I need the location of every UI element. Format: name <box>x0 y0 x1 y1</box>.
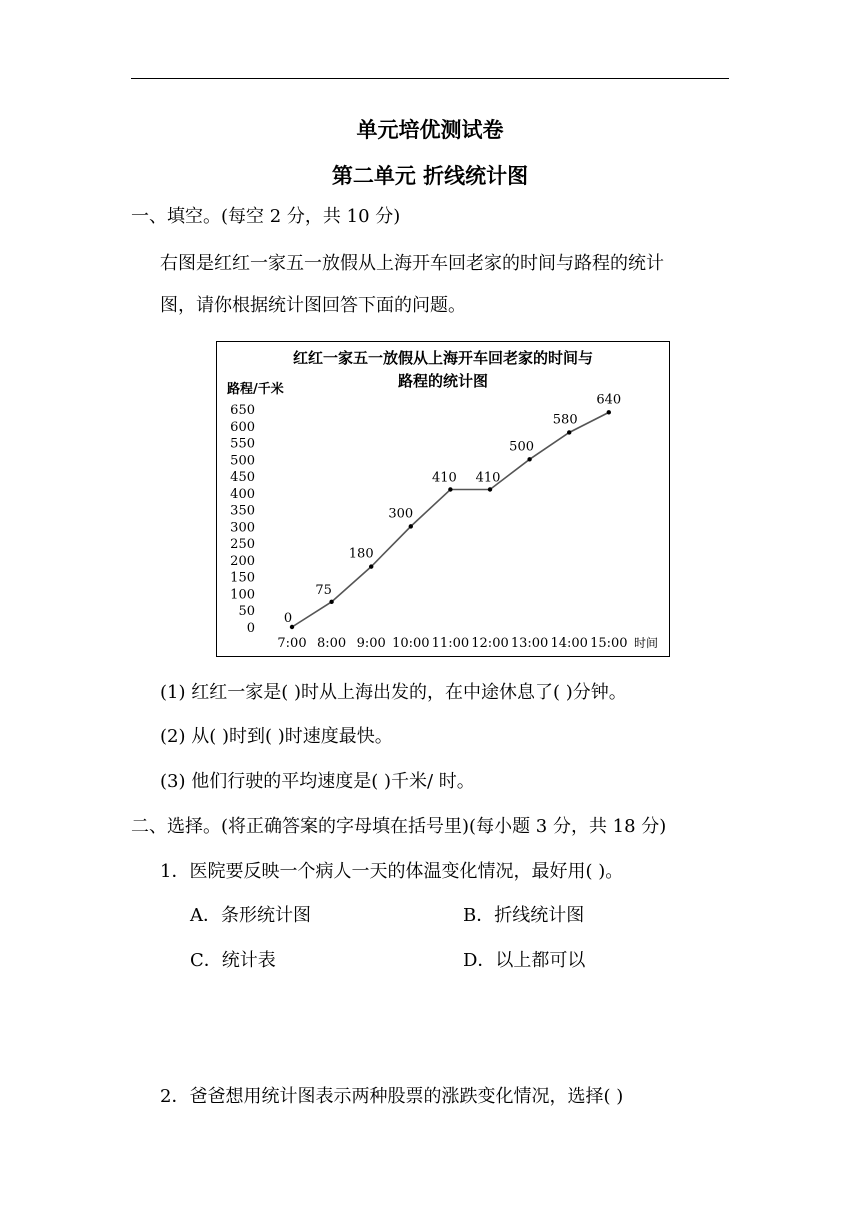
section1-intro-line2: 图，请你根据统计图回答下面的问题。 <box>160 295 466 316</box>
data-label: 410 <box>475 470 501 486</box>
x-tick-label: 8:00 <box>316 636 347 651</box>
data-point <box>488 487 492 491</box>
chart-title-line1: 红红一家五一放假从上海开车回老家的时间与 <box>292 349 594 367</box>
question-1-2: (2) 从( )时到( )时速度最快。 <box>160 726 393 747</box>
data-label: 500 <box>509 439 535 455</box>
y-tick-label: 450 <box>230 470 255 486</box>
section1-intro-line1: 右图是红红一家五一放假从上海开车回老家的时间与路程的统计 <box>160 253 664 274</box>
data-point <box>448 487 452 491</box>
y-tick-label: 550 <box>230 436 255 452</box>
chart-x-axis-label: 时间 <box>634 636 659 650</box>
data-point <box>527 457 531 461</box>
data-label: 410 <box>431 470 457 486</box>
line-chart <box>216 341 670 657</box>
data-label: 300 <box>388 506 414 522</box>
question-1-1: (1) 红红一家是( )时从上海出发的，在中途休息了( )分钟。 <box>160 682 627 703</box>
question-1-3: (3) 他们行驶的平均速度是( )千米/ 时。 <box>160 771 475 792</box>
y-tick-label: 0 <box>246 621 255 636</box>
y-tick-label: 650 <box>230 403 255 418</box>
y-tick-label: 300 <box>230 520 255 536</box>
chart-title-line2: 路程的统计图 <box>397 372 489 390</box>
y-tick-label: 500 <box>230 453 255 469</box>
y-tick-label: 150 <box>230 570 255 586</box>
x-tick-label: 12:00 <box>471 636 509 651</box>
chart-y-axis-label: 路程/千米 <box>227 382 284 397</box>
data-label: 580 <box>552 412 578 428</box>
option-d: D．以上都可以 <box>463 950 586 971</box>
x-tick-label: 7:00 <box>277 636 307 651</box>
data-point <box>567 430 571 434</box>
section1-heading: 一、填空。(每空 2 分，共 10 分) <box>131 206 401 227</box>
question-2-2: 2．爸爸想用统计图表示两种股票的涨跌变化情况，选择( ) <box>160 1086 624 1107</box>
option-a: A．条形统计图 <box>190 905 311 926</box>
option-b: B．折线统计图 <box>463 905 585 926</box>
page-title: 单元培优测试卷 <box>356 118 504 142</box>
data-point <box>607 410 611 414</box>
y-tick-label: 100 <box>230 587 255 603</box>
y-tick-label: 400 <box>230 486 255 502</box>
y-tick-label: 200 <box>230 553 255 569</box>
x-tick-label: 10:00 <box>392 636 430 651</box>
y-tick-label: 600 <box>230 419 255 435</box>
x-tick-label: 9:00 <box>356 636 386 651</box>
option-c: C．统计表 <box>190 950 276 971</box>
x-tick-label: 13:00 <box>510 636 549 651</box>
line-chart-svg <box>217 342 669 656</box>
section2-heading: 二、选择。(将正确答案的字母填在括号里)(每小题 3 分，共 18 分) <box>131 816 667 837</box>
series-line <box>292 412 609 627</box>
data-label: 0 <box>283 611 293 626</box>
top-rule <box>131 78 729 79</box>
x-tick-label: 14:00 <box>550 636 588 651</box>
x-tick-label: 11:00 <box>431 636 470 651</box>
data-point <box>409 524 413 528</box>
data-label: 640 <box>596 392 622 408</box>
question-2-1: 1．医院要反映一个病人一天的体温变化情况，最好用( )。 <box>160 861 624 882</box>
data-label: 180 <box>348 546 374 562</box>
page-subtitle: 第二单元 折线统计图 <box>331 164 529 188</box>
x-tick-label: 15:00 <box>590 636 628 651</box>
data-point <box>369 564 373 568</box>
data-point <box>329 600 333 604</box>
data-label: 75 <box>315 582 332 598</box>
y-tick-label: 350 <box>230 503 255 519</box>
y-tick-label: 50 <box>238 604 255 620</box>
y-tick-label: 250 <box>230 537 255 553</box>
